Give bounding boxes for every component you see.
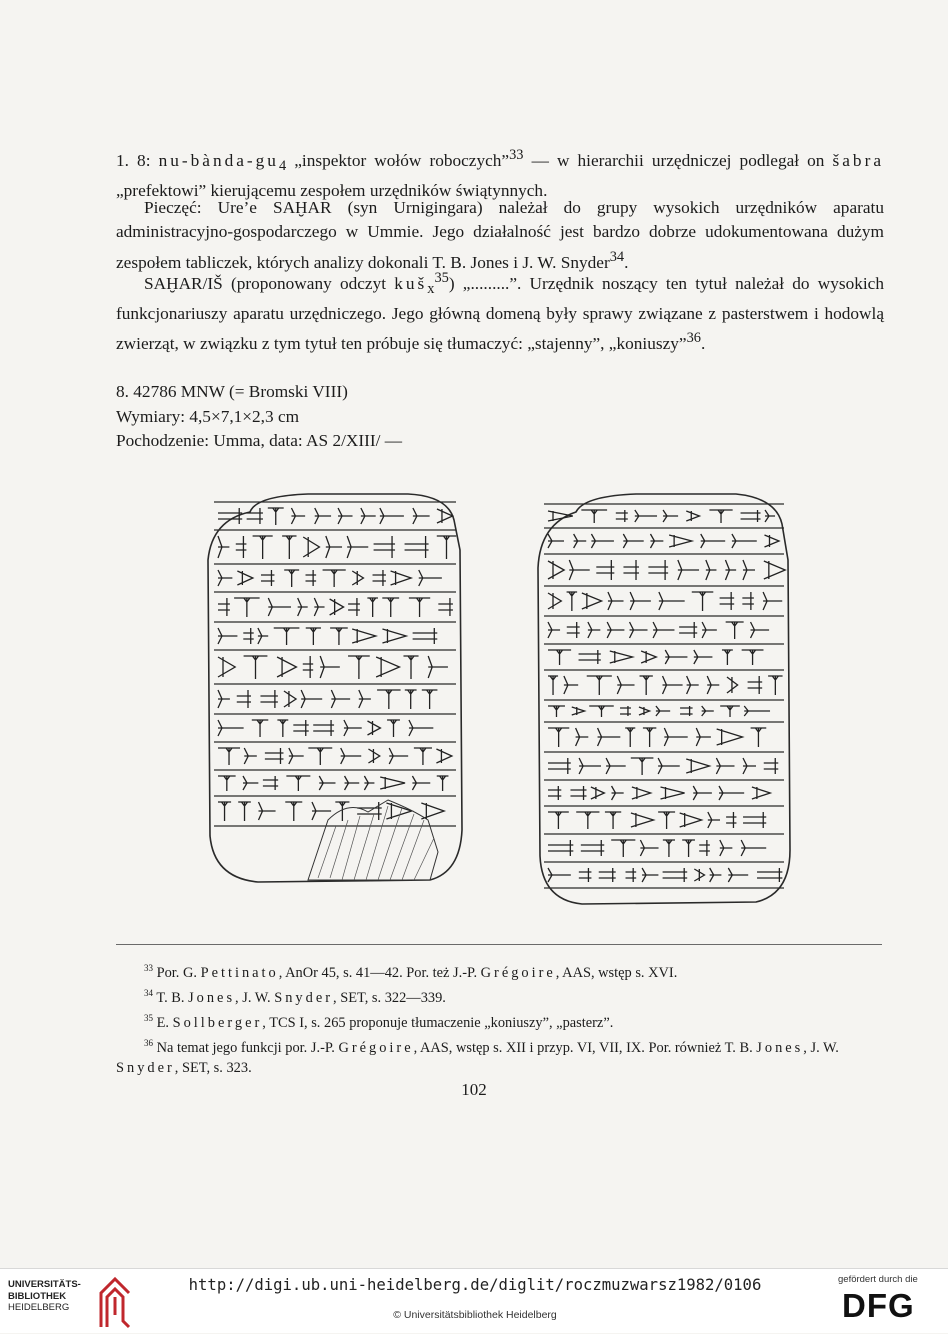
cuneiform-sign <box>234 598 260 617</box>
cuneiform-sign <box>244 748 257 764</box>
cuneiform-sign <box>548 812 569 829</box>
cuneiform-sign <box>548 622 560 638</box>
cuneiform-sign <box>748 676 763 694</box>
cuneiform-sign <box>589 706 614 717</box>
library-logo-icon[interactable] <box>97 1275 133 1329</box>
cuneiform-sign <box>237 571 252 585</box>
cuneiform-sign <box>692 592 714 611</box>
cuneiform-sign <box>617 676 634 694</box>
cuneiform-sign <box>218 776 236 791</box>
cuneiform-sign <box>243 628 253 644</box>
cuneiform-sign <box>348 656 370 679</box>
cuneiform-sign <box>387 720 400 737</box>
cuneiform-sign <box>218 802 231 821</box>
cuneiform-sign <box>591 534 614 548</box>
cuneiform-sign <box>708 812 720 828</box>
cuneiform-sign <box>345 776 360 790</box>
paragraph-sahar: SAḪAR/IŠ (proponowany odczyt kuš$_x^{35}$) „.........”. Urzędnik noszący ten tytuł należał do wysokich funkcjonariuszy aparatu urzędniczego. Jego główną domeną były sprawy związane z pasterstwem i hodowlą zwierząt, w związku z tym tytuł ten próbuje się tłumaczyć: „stajenny”, „koniuszy”$^{36}$. <box>116 270 884 353</box>
cuneiform-sign <box>751 728 767 747</box>
footnote-36: $^{36}$ Na temat jego funkcji por. J.-P. Grégoire, AAS, wstęp s. XII i przyp. VI, VII, IX. Por. również T. B. Jones, J. W. Snyder, SET, s. 323. <box>116 1038 839 1076</box>
cuneiform-sign <box>414 748 432 765</box>
cuneiform-sign <box>764 561 785 579</box>
cuneiform-sign <box>320 656 340 678</box>
cuneiform-sign <box>665 650 687 664</box>
cuneiform-sign <box>598 728 621 746</box>
cuneiform-sign <box>741 510 761 522</box>
cuneiform-sign <box>315 508 331 524</box>
cuneiform-sign <box>380 508 404 524</box>
cuneiform-sign <box>260 690 277 708</box>
cuneiform-sign <box>261 570 274 586</box>
cuneiform-sign <box>301 690 322 708</box>
cuneiform-sign <box>716 758 734 774</box>
cuneiform-sign <box>391 571 412 585</box>
cuneiform-sign <box>581 510 607 523</box>
viewer-footer <box>0 1268 948 1333</box>
cuneiform-sign <box>548 786 561 800</box>
cuneiform-sign <box>284 691 296 707</box>
cuneiform-sign <box>579 758 601 774</box>
cuneiform-sign <box>330 628 348 645</box>
cuneiform-sign <box>348 598 360 616</box>
cuneiform-sign <box>314 598 324 616</box>
cuneiform-sign <box>548 561 564 579</box>
cuneiform-sign <box>579 868 592 882</box>
entry-number: 8. 42786 MNW (= Bromski VIII) <box>116 382 348 401</box>
cuneiform-sign <box>663 676 683 694</box>
cuneiform-sign <box>611 840 635 857</box>
cuneiform-sign <box>376 657 399 677</box>
cuneiform-sign <box>612 786 624 800</box>
cuneiform-sign <box>268 598 291 616</box>
cuneiform-sign <box>658 812 675 829</box>
cuneiform-sign <box>238 802 251 821</box>
cuneiform-sign <box>359 690 371 708</box>
cuneiform-sign <box>548 534 564 548</box>
cuneiform-sign <box>218 598 230 616</box>
cuneiform-sign <box>643 728 656 747</box>
cuneiform-sign <box>437 776 449 791</box>
cuneiform-sign <box>374 536 395 558</box>
cuneiform-sign <box>218 508 242 524</box>
cuneiform-sign <box>572 707 585 715</box>
cuneiform-sign <box>606 758 626 774</box>
cuneiform-sign <box>722 650 733 665</box>
cuneiform-sign <box>422 690 438 709</box>
cuneiform-sign <box>312 802 331 820</box>
cuneiform-sign <box>641 651 656 663</box>
cuneiform-sign <box>694 650 713 664</box>
cuneiform-sign <box>726 812 736 828</box>
cuneiform-sign <box>661 787 685 799</box>
cuneiform-sign <box>405 536 429 558</box>
cuneiform-sign <box>768 676 782 695</box>
cuneiform-sign <box>752 787 770 799</box>
cuneiform-sign <box>368 721 381 735</box>
cuneiform-sign <box>277 657 296 677</box>
cuneiform-sign <box>726 622 744 639</box>
cuneiform-sign <box>289 748 304 764</box>
cuneiform-sign <box>607 622 624 638</box>
cuneiform-sign <box>298 598 308 616</box>
cuneiform-sign <box>742 650 764 665</box>
library-name[interactable]: UNIVERSITÄTS- BIBLIOTHEK HEIDELBERG <box>8 1279 81 1313</box>
cuneiform-sign <box>570 786 586 800</box>
cuneiform-sign <box>605 812 621 829</box>
cuneiform-sign <box>623 534 643 548</box>
cuneiform-sign <box>719 786 744 800</box>
cuneiform-sign <box>640 840 658 856</box>
tablet-obverse-drawing <box>198 490 498 890</box>
cuneiform-sign <box>338 508 352 524</box>
cuneiform-sign <box>259 802 276 820</box>
cuneiform-sign <box>308 748 332 765</box>
cuneiform-sign <box>751 622 770 638</box>
cuneiform-sign <box>419 570 442 586</box>
cuneiform-sign <box>564 676 578 694</box>
cuneiform-sign <box>548 728 569 747</box>
cuneiform-sign <box>765 510 775 522</box>
cuneiform-sign <box>382 629 406 643</box>
cuneiform-sign <box>218 690 230 708</box>
cuneiform-sign <box>743 560 755 580</box>
cuneiform-sign <box>413 628 438 644</box>
dfg-logo[interactable]: DFG <box>842 1287 915 1324</box>
cuneiform-sign <box>574 534 587 548</box>
cuneiform-sign <box>218 748 240 765</box>
document-url-link[interactable]: http://digi.ub.uni-heidelberg.de/diglit/roczmuzwarsz1982/0106 <box>188 1276 762 1294</box>
cuneiform-sign <box>640 676 653 695</box>
cuneiform-sign <box>658 758 680 774</box>
cuneiform-sign <box>352 571 363 585</box>
cuneiform-sign <box>764 758 779 774</box>
cuneiform-sign <box>548 593 561 609</box>
cuneiform-sign <box>620 706 631 716</box>
cuneiform-sign <box>352 629 376 643</box>
funder-caption: gefördert durch die <box>838 1274 918 1285</box>
cuneiform-sign <box>727 677 738 693</box>
entry-origin: Pochodzenie: Umma, data: AS 2/XIII/ — <box>116 431 403 450</box>
footnote-separator <box>116 944 882 945</box>
cuneiform-sign <box>679 622 697 638</box>
footnote-ref-35[interactable]: 35 <box>434 270 449 286</box>
cuneiform-sign <box>659 592 685 610</box>
cuneiform-sign <box>567 622 580 638</box>
cuneiform-sign <box>236 536 247 558</box>
cuneiform-sign <box>548 650 571 665</box>
cuneiform-sign <box>331 690 350 708</box>
cuneiform-sign <box>728 868 748 882</box>
cuneiform-sign <box>709 510 732 523</box>
cuneiform-sign <box>367 598 378 617</box>
copyright-notice: © Universitätsbibliothek Heidelberg <box>393 1309 557 1321</box>
cuneiform-sign <box>680 813 702 827</box>
cuneiform-sign <box>313 720 334 736</box>
cuneiform-sign <box>616 510 628 522</box>
entry-dimensions: Wymiary: 4,5×7,1×2,3 cm <box>116 406 300 426</box>
cuneiform-sign <box>763 592 782 610</box>
footnote-ref-33[interactable]: 33 <box>509 147 524 163</box>
cuneiform-sign <box>268 508 284 525</box>
cuneiform-sign <box>291 508 305 524</box>
cuneiform-sign <box>757 868 782 882</box>
cuneiform-sign <box>306 628 321 645</box>
cuneiform-sign <box>548 706 565 717</box>
cuneiform-sign <box>701 534 725 548</box>
paragraph-line-8: 1. 8: $nu-bànda-gu_4$ „inspektor wołów roboczych”$^{33}$ — w hierarchii urzędniczej podlegał on šabra „prefektowi” kierującemu zespołem urzędników świątynnych. <box>116 147 884 200</box>
cuneiform-sign <box>579 650 601 664</box>
cuneiform-sign <box>630 592 651 610</box>
cuneiform-sign <box>436 749 451 763</box>
cuneiform-sign <box>344 720 362 736</box>
cuneiform-sign <box>635 510 657 522</box>
footnote-35: $^{35}$ E. Sollberger, TCS I, s. 265 proponuje tłumaczenie „koniuszy”, „pasterz”. <box>144 1013 614 1031</box>
cuneiform-sign <box>743 812 766 828</box>
footnote-33: $^{33}$ Por. G. Pettinato, AnOr 45, s. 41—42. Por. też J.-P. Grégoire, AAS, wstęp s. XVI. <box>144 963 678 981</box>
cuneiform-sign <box>717 729 743 745</box>
cuneiform-sign <box>409 720 433 736</box>
cuneiform-sign <box>764 535 779 547</box>
cuneiform-sign <box>303 537 319 557</box>
cuneiform-sign <box>632 787 651 799</box>
cuneiform-sign <box>686 759 709 773</box>
cuneiform-sign <box>623 560 639 580</box>
cuneiform-sign <box>725 560 736 580</box>
cuneiform-sign <box>368 749 379 763</box>
cuneiform-sign <box>591 787 604 799</box>
cuneiform-sign <box>330 599 344 615</box>
cuneiform-sign <box>599 868 616 882</box>
cuneiform-sign <box>364 776 374 790</box>
cuneiform-sign <box>693 786 712 800</box>
cuneiform-sign <box>631 813 654 827</box>
cuneiform-sign <box>382 598 399 617</box>
footnote-34: $^{34}$ T. B. Jones, J. W. Snyder, SET, s. 322—339. <box>144 988 446 1006</box>
cuneiform-sign <box>258 628 268 644</box>
cuneiform-sign <box>720 706 740 717</box>
cuneiform-sign <box>678 560 699 580</box>
cuneiform-sign <box>706 560 717 580</box>
cuneiform-sign <box>247 508 263 524</box>
cuneiform-sign <box>648 560 668 580</box>
cuneiform-sign <box>409 598 430 617</box>
cuneiform-sign <box>694 869 704 881</box>
cuneiform-sign <box>438 598 453 616</box>
cuneiform-sign <box>696 728 711 746</box>
cuneiform-sign <box>732 534 757 548</box>
cuneiform-sign <box>413 508 430 524</box>
cuneiform-sign <box>631 758 654 775</box>
cuneiform-sign <box>720 592 735 610</box>
cuneiform-sign <box>686 511 699 521</box>
cuneiform-sign <box>650 534 663 548</box>
cuneiform-sign <box>303 656 313 678</box>
cuneiform-sign <box>664 728 687 746</box>
cuneiform-sign <box>218 536 229 558</box>
cuneiform-sign <box>630 622 648 638</box>
cuneiform-sign <box>663 510 678 522</box>
cuneiform-sign <box>437 536 456 559</box>
cuneiform-sign <box>218 720 244 736</box>
cuneiform-sign <box>687 676 699 694</box>
cuneiform-sign <box>326 536 342 558</box>
cuneiform-sign <box>626 868 637 882</box>
cuneiform-sign <box>610 651 633 663</box>
cuneiform-sign <box>656 706 670 716</box>
cuneiform-sign <box>653 622 674 638</box>
catalog-entry-8 <box>116 380 402 454</box>
cuneiform-sign <box>403 656 418 679</box>
cuneiform-sign <box>576 812 599 829</box>
cuneiform-sign <box>377 690 401 709</box>
cuneiform-sign <box>576 728 589 746</box>
cuneiform-sign <box>744 706 770 716</box>
cuneiform-sign <box>347 536 368 558</box>
footnote-ref-34[interactable]: 34 <box>609 248 625 265</box>
cuneiform-sign <box>639 707 650 715</box>
cuneiform-sign <box>741 840 766 856</box>
cuneiform-sign <box>743 758 756 774</box>
cuneiform-sign <box>596 560 614 580</box>
footnotes <box>116 958 884 1078</box>
cuneiform-sign <box>265 748 284 764</box>
cuneiform-sign <box>669 535 692 547</box>
cuneiform-sign <box>569 560 589 580</box>
cuneiform-sign <box>243 776 258 790</box>
cuneiform-sign <box>277 720 288 737</box>
cuneiform-sign <box>567 592 578 611</box>
cuneiform-sign <box>699 840 710 856</box>
cuneiform-sign <box>306 570 317 586</box>
cuneiform-sign <box>625 728 635 747</box>
cuneiform-sign <box>405 690 417 709</box>
cuneiform-sign <box>284 570 299 587</box>
cuneiform-sign <box>682 840 695 857</box>
cuneiform-sign <box>319 776 335 790</box>
cuneiform-sign <box>237 690 251 708</box>
cuneiform-sign <box>548 758 571 774</box>
cuneiform-sign <box>218 628 237 644</box>
cuneiform-sign <box>218 570 232 586</box>
cuneiform-sign <box>286 776 310 791</box>
page-number: 102 <box>461 1080 487 1099</box>
cuneiform-sign <box>285 802 302 821</box>
cuneiform-sign <box>608 592 624 610</box>
cuneiform-sign <box>581 840 604 856</box>
cuneiform-sign <box>412 776 430 790</box>
cuneiform-sign <box>373 570 386 586</box>
cuneiform-sign <box>274 628 300 645</box>
cuneiform-sign <box>244 656 268 679</box>
cuneiform-sign <box>428 656 448 678</box>
cuneiform-sign <box>361 508 376 524</box>
cuneiform-sign <box>389 748 408 764</box>
cuneiform-sign <box>663 840 675 857</box>
cuneiform-sign <box>702 706 714 716</box>
cuneiform-sign <box>421 803 444 819</box>
cuneiform-sign <box>587 676 612 695</box>
paragraph-seal: Pieczęć: Ure’e SAḪAR (syn Urnigingara) należał do grupy wysokich urzędników aparatu administracyjno-gospodarczego w Ummie. Jego działalność jest bardzo dobrze udokumentowana dużym zespołem tabliczek, których analizy dokonali T. B. Jones i J. W. Snyder$^{34}$. <box>116 198 884 272</box>
cuneiform-sign <box>323 570 346 587</box>
cuneiform-sign <box>341 748 362 764</box>
cuneiform-sign <box>263 776 278 790</box>
cuneiform-sign <box>642 868 658 882</box>
cuneiform-sign <box>293 720 308 736</box>
cuneiform-sign <box>582 593 602 609</box>
cuneiform-sign <box>218 657 235 677</box>
cuneiform-sign <box>548 676 558 695</box>
cuneiform-sign <box>742 592 754 610</box>
cuneiform-sign <box>663 868 688 882</box>
tablet-reverse-drawing <box>528 490 818 908</box>
cuneiform-sign <box>548 840 573 856</box>
footnote-ref-36[interactable]: 36 <box>686 329 701 346</box>
cuneiform-sign <box>707 676 719 694</box>
cuneiform-sign <box>253 536 273 559</box>
cuneiform-sign <box>548 868 571 882</box>
cuneiform-sign <box>702 622 717 638</box>
cuneiform-sign <box>335 802 349 821</box>
cuneiform-sign <box>680 706 693 716</box>
cuneiform-sign <box>282 536 296 559</box>
cuneiform-sign <box>252 720 268 737</box>
cuneiform-sign <box>380 777 405 789</box>
cuneiform-sign <box>710 868 722 882</box>
cuneiform-sign <box>720 840 733 856</box>
cuneiform-sign <box>588 622 600 638</box>
